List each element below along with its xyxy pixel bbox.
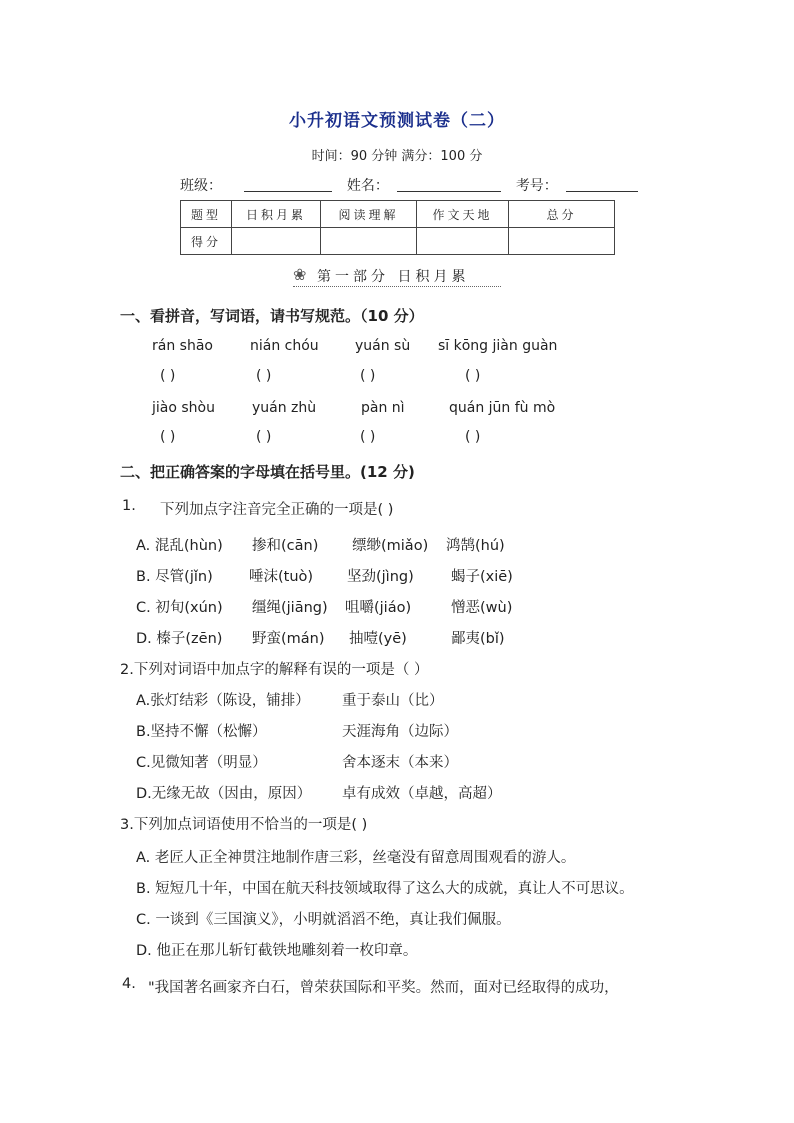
answer-paren[interactable]: ( )	[465, 429, 481, 445]
q3-option-a: A. 老匠人正全神贯注地制作唐三彩，丝毫没有留意周围观看的游人。	[136, 850, 576, 866]
id-blank[interactable]	[566, 177, 638, 192]
score-cell[interactable]	[321, 228, 417, 255]
header-cell: 阅读理解	[321, 201, 417, 228]
q3-option-b: B. 短短几十年，中国在航天科技领域取得了这么大的成就，真让人不可思议。	[136, 881, 634, 897]
answer-paren[interactable]: ( )	[360, 368, 376, 384]
header-cell: 题型	[181, 201, 232, 228]
score-cell[interactable]	[232, 228, 321, 255]
score-table-header-row	[181, 201, 615, 228]
word: 野蛮(mán)	[252, 631, 325, 647]
pinyin: rán shāo	[152, 338, 213, 354]
word: 坚劲(jìng)	[347, 569, 414, 585]
score-cell[interactable]	[509, 228, 615, 255]
name-blank[interactable]	[397, 177, 501, 192]
score-row-label: 得分	[181, 228, 232, 255]
q3-option-d: D. 他正在那儿斩钉截铁地雕刻着一枚印章。	[136, 943, 418, 959]
q3-stem: 3.下列加点词语使用不恰当的一项是( )	[120, 817, 368, 833]
word: A. 混乱(hùn)	[136, 538, 223, 554]
flower-badge-icon: ❀	[293, 265, 311, 284]
word: 缥缈(miǎo)	[352, 538, 429, 554]
word: 咀嚼(jiáo)	[345, 600, 412, 616]
q1-number: 1.	[122, 498, 136, 514]
class-blank[interactable]	[244, 177, 332, 192]
word: 重于泰山（比）	[342, 693, 444, 709]
word: D.无缘无故（因由，原因）	[136, 786, 312, 802]
exam-meta: 时间：90 分钟 满分：100 分	[311, 149, 483, 164]
q3-option-c: C. 一谈到《三国演义》，小明就滔滔不绝，真让我们佩服。	[136, 912, 511, 928]
word: C.见微知著（明显）	[136, 755, 267, 771]
part1-banner	[293, 264, 501, 287]
score-table-score-row	[181, 228, 615, 255]
q4-stem: "我国著名画家齐白石，曾荣获国际和平奖。然而，面对已经取得的成功，	[148, 980, 619, 996]
section1-heading: 一、看拼音，写词语，请书写规范。（10 分）	[120, 307, 424, 325]
q1-stem: 下列加点字注音完全正确的一项是( )	[160, 502, 394, 518]
part1-label: 第一部分 日积月累	[317, 269, 470, 285]
word: A.张灯结彩（陈设，铺排）	[136, 693, 310, 709]
answer-paren[interactable]: ( )	[465, 368, 481, 384]
word: 唾沫(tuò)	[249, 569, 314, 585]
word: 鄙夷(bǐ)	[451, 631, 505, 647]
word: C. 初旬(xún)	[136, 600, 223, 616]
word: D. 榛子(zēn)	[136, 631, 223, 647]
word: 缰绳(jiāng)	[252, 600, 328, 616]
header-cell: 作文天地	[417, 201, 509, 228]
score-table	[180, 200, 615, 255]
pinyin: nián chóu	[250, 338, 319, 354]
score-cell[interactable]	[417, 228, 509, 255]
name-label: 姓名：	[346, 178, 389, 194]
answer-paren[interactable]: ( )	[256, 368, 272, 384]
word: B. 尽管(jǐn)	[136, 569, 213, 585]
pinyin: yuán sù	[355, 338, 411, 354]
id-label: 考号：	[515, 178, 558, 194]
word: 鸿鹄(hú)	[446, 538, 505, 554]
pinyin: jiào shòu	[152, 400, 215, 416]
answer-paren[interactable]: ( )	[160, 368, 176, 384]
word: 蝎子(xiē)	[451, 569, 513, 585]
word: 卓有成效（卓越，高超）	[342, 786, 502, 802]
class-label: 班级：	[180, 178, 222, 194]
answer-paren[interactable]: ( )	[160, 429, 176, 445]
word: B.坚持不懈（松懈）	[136, 724, 267, 740]
word: 掺和(cān)	[252, 538, 319, 554]
q2-stem: 2.下列对词语中加点字的解释有误的一项是（ ）	[120, 662, 429, 678]
q4-number: 4.	[122, 976, 136, 992]
header-cell: 日积月累	[232, 201, 321, 228]
word: 憎恶(wù)	[451, 600, 513, 616]
pinyin: quán jūn fù mò	[449, 400, 556, 416]
word: 天涯海角（边际）	[342, 724, 458, 740]
section2-heading: 二、把正确答案的字母填在括号里。(12 分)	[120, 463, 415, 481]
student-info	[180, 175, 638, 195]
answer-paren[interactable]: ( )	[360, 429, 376, 445]
answer-paren[interactable]: ( )	[256, 429, 272, 445]
word: 抽噎(yē)	[349, 631, 407, 647]
pinyin: pàn nì	[361, 400, 405, 416]
page-title: 小升初语文预测试卷（二）	[289, 111, 505, 131]
word: 舍本逐末（本来）	[342, 755, 458, 771]
header-cell: 总分	[509, 201, 615, 228]
pinyin: yuán zhù	[252, 400, 317, 416]
pinyin: sī kōng jiàn guàn	[438, 338, 558, 354]
